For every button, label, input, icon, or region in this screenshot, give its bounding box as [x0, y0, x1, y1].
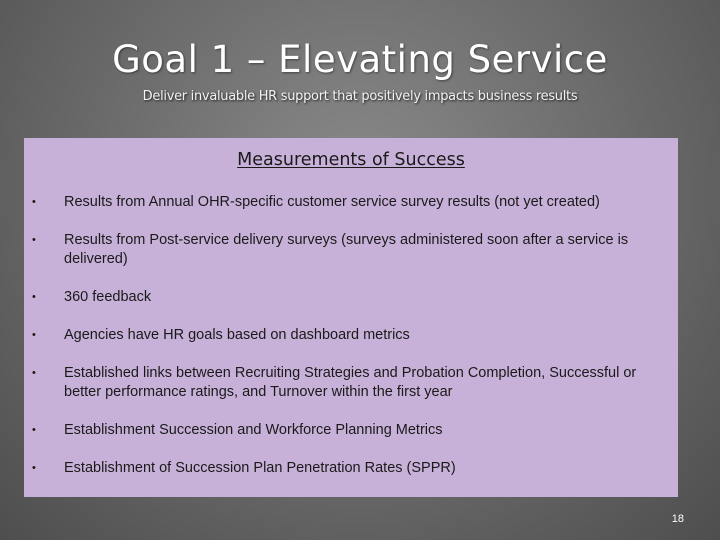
bullet-item: [24, 459, 678, 478]
bullet-item: [24, 288, 678, 307]
bullet-icon: •: [32, 462, 36, 474]
bullet-text: 360 feedback: [64, 289, 152, 305]
bullet-icon: •: [32, 424, 36, 436]
bullet-icon: •: [32, 291, 36, 303]
slide-subtitle: Deliver invaluable HR support that positively impacts business results: [142, 89, 578, 104]
bullet-text: Results from Annual OHR-specific customer service survey results (not yet created): [64, 194, 600, 210]
bullet-item: [24, 421, 678, 440]
page-number: 18: [671, 513, 684, 525]
bullet-text: Results from Post-service delivery surveys (surveys administered soon after a service is delivered): [64, 232, 629, 267]
slide-title: Goal 1 – Elevating Service: [112, 38, 608, 81]
measurements-list: [24, 193, 678, 497]
bullet-icon: •: [32, 329, 36, 341]
bullet-item: [24, 231, 678, 269]
bullet-item: [24, 326, 678, 345]
measurements-heading: Measurements of Success: [237, 150, 465, 170]
bullet-text: Establishment Succession and Workforce Planning Metrics: [64, 422, 443, 438]
bullet-text: Establishment of Succession Plan Penetration Rates (SPPR): [64, 460, 456, 476]
bullet-item: [24, 193, 678, 212]
bullet-icon: •: [32, 367, 36, 379]
bullet-text: Agencies have HR goals based on dashboard metrics: [64, 327, 410, 343]
bullet-item: [24, 364, 678, 402]
bullet-icon: •: [32, 196, 36, 208]
bullet-text: Established links between Recruiting Strategies and Probation Completion, Successful or better performance ratings, and Turnover within the first year: [64, 365, 637, 400]
bullet-icon: •: [32, 234, 36, 246]
measurements-box: [24, 138, 678, 497]
